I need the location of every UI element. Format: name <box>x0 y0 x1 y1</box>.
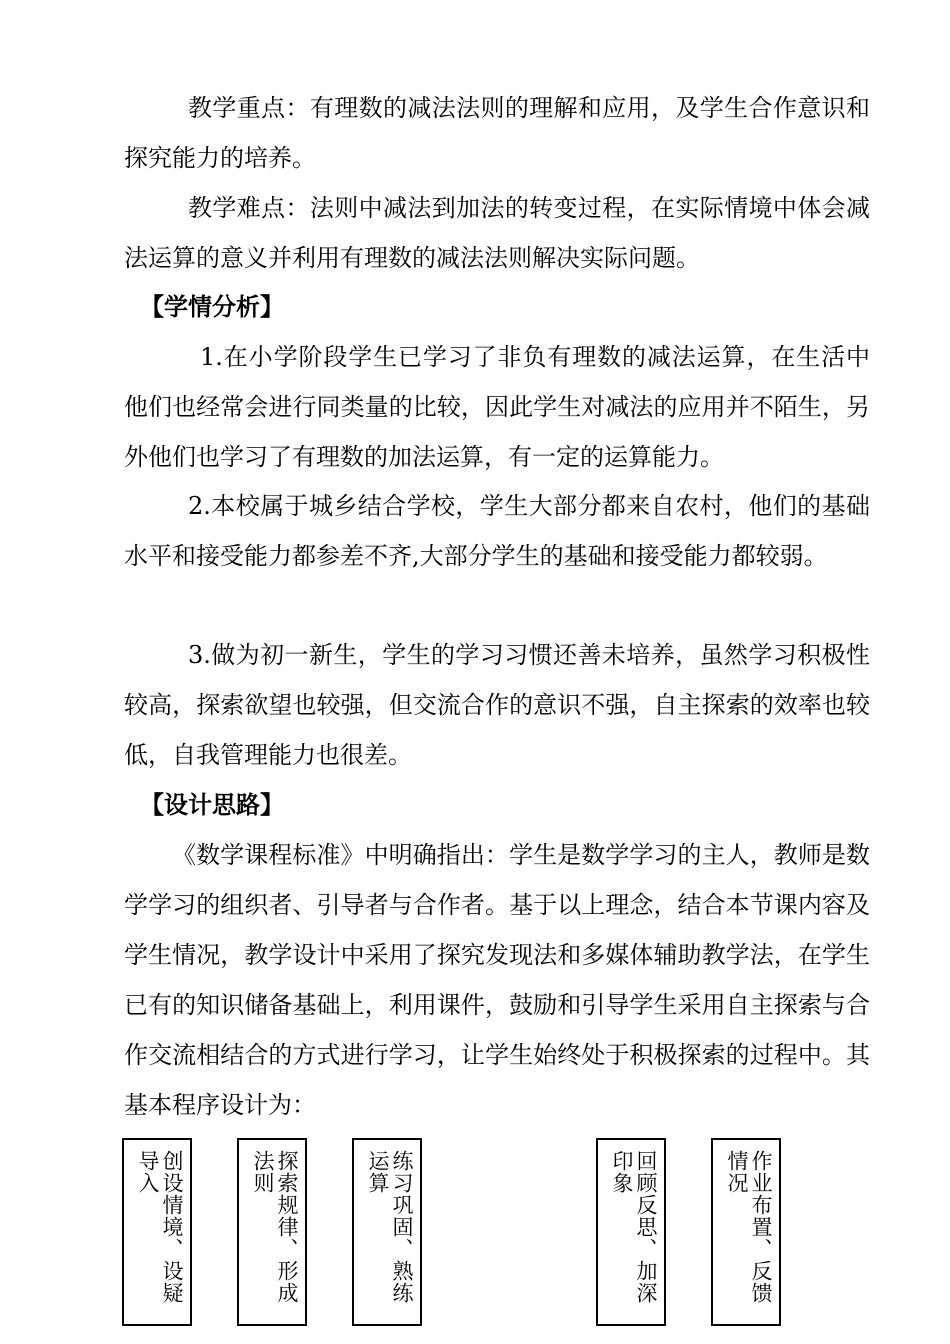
flow-step-text: 作业布置、反馈情况 <box>725 1150 773 1304</box>
flow-step-box <box>711 1138 781 1326</box>
flow-step-text: 回顾反思、加深印象 <box>610 1150 658 1304</box>
student-analysis-item-2: 2.本校属于城乡结合学校，学生大部分都来自农村，他们的基础水平和接受能力都参差不齐,大部分学生的基础和接受能力都较弱。 <box>124 492 870 570</box>
flow-step-box <box>237 1138 307 1326</box>
teaching-key-point: 教学重点：有理数的减法法则的理解和应用，及学生合作意识和探究能力的培养。 <box>124 94 870 172</box>
flow-step-box <box>596 1138 666 1326</box>
section-heading-design: 【设计思路】 <box>140 790 284 819</box>
flow-step-box <box>352 1138 422 1326</box>
student-analysis-item-1: 1.在小学阶段学生已学习了非负有理数的减法运算，在生活中他们也经常会进行同类量的比较，因此学生对减法的应用并不陌生，另外他们也学习了有理数的加法运算，有一定的运算能力。 <box>124 343 870 471</box>
student-analysis-item-3: 3.做为初一新生，学生的学习习惯还善未培养，虽然学习积极性较高，探索欲望也较强，但交流合作的意识不强，自主探索的效率也较低，自我管理能力也很差。 <box>124 641 870 769</box>
section-heading-student-analysis: 【学情分析】 <box>140 292 284 321</box>
teaching-difficulty: 教学难点：法则中减法到加法的转变过程，在实际情境中体会减法运算的意义并利用有理数的减法法则解决实际问题。 <box>124 194 870 272</box>
flow-step-text: 练习巩固、熟练运算 <box>366 1150 414 1304</box>
flow-step-box <box>122 1138 192 1326</box>
flow-step-text: 探索规律、形成法则 <box>251 1150 299 1304</box>
design-body: 《数学课程标准》中明确指出：学生是数学学习的主人，教师是数学学习的组织者、引导者与合作者。基于以上理念，结合本节课内容及学生情况，教学设计中采用了探究发现法和多媒体辅助教学法，在学生已有的知识储备基础上，利用课件，鼓励和引导学生采用自主探索与合作交流相结合的方式进行学习，让学生始终处于积极探索的过程中。其基本程序设计为： <box>124 841 870 1119</box>
flow-step-text: 创设情境、设疑导入 <box>136 1150 184 1304</box>
